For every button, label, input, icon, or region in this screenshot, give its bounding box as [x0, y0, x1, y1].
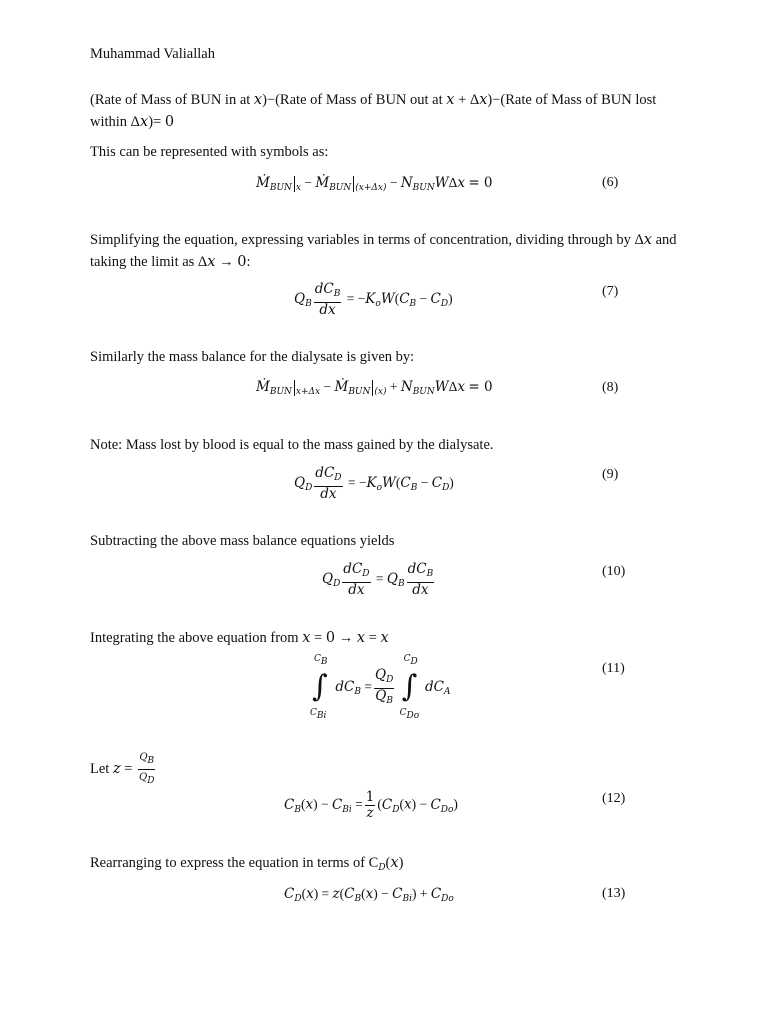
author-name: Muhammad Valiallah	[90, 46, 215, 62]
equation-7: $Q_B$ $\frac{dC_B}{dx}$ = $-K_oW(C_B - C_D)$	[294, 281, 453, 318]
equation-number-9: (9)	[602, 467, 619, 482]
equation-number-7: (7)	[602, 284, 619, 299]
equation-8: Ṁ$_{BUN}$ $_{x+\Delta x}$ − Ṁ$_{BUN}$ $_{(x)} + N_{BUN}W\Delta x = 0$	[256, 379, 493, 397]
equation-11: $C_B$ ∫ $C_{Bi}$ $dC_B$ = $\frac{Q_D}{Q_B}$ $C_D$ ∫ $C_{Do}$ $dC_A$	[310, 654, 451, 721]
equation-number-12: (12)	[602, 791, 626, 806]
equation-10: $Q_D$ $\frac{dC_D}{dx}$ = $Q_B$ $\frac{dC_B}{dx}$	[322, 561, 434, 598]
note-paragraph: Note: Mass lost by blood is equal to the mass gained by the dialysate.	[90, 437, 494, 453]
equation-number-13: (13)	[602, 886, 626, 901]
equation-6: Ṁ$_{BUN}$ $_x$ − Ṁ$_{BUN}$ $_{(x+\Delta x)} - N_{BUN}W\Delta x = 0$	[256, 175, 493, 193]
subtract-paragraph: Subtracting the above mass balance equations yields	[90, 533, 395, 549]
equation-13: $C_D(x) = z(C_B(x) - C_{Bi}) + C_{Do}$	[284, 886, 454, 904]
equation-number-11: (11)	[602, 661, 625, 676]
intro-paragraph: (Rate of Mass of BUN in at x)−(Rate of Mass of BUN out at x + Δx)−(Rate of Mass of BUN lost within Δx)= 0	[90, 92, 657, 130]
equation-9: $Q_D$ $\frac{dC_D}{dx}$ = $-K_oW(C_B - C_D)$	[294, 465, 454, 502]
simplify-paragraph: Simplifying the equation, expressing variables in terms of concentration, dividing through by Δx and taking the limit as Δx → 0:	[90, 232, 677, 270]
dialysate-paragraph: Similarly the mass balance for the dialysate is given by:	[90, 349, 415, 365]
rearrange-paragraph: Rearranging to express the equation in terms of $C_D(x)$	[90, 855, 404, 873]
equation-12: $C_B(x) - C_{Bi}$ = $\frac{1}{z}$ $(C_D(x) - C_{Do})$	[284, 789, 458, 821]
equation-number-10: (10)	[602, 564, 626, 579]
rearrange-text: Rearranging to express the equation in terms of C	[90, 855, 379, 871]
equation-number-6: (6)	[602, 175, 619, 190]
integrate-paragraph: Integrating the above equation from x = 0 → x = x	[90, 630, 389, 646]
let-z-definition: Let z = $\frac{Q_B}{Q_D}$	[90, 752, 155, 786]
equation-number-8: (8)	[602, 380, 619, 395]
symbols-intro: This can be represented with symbols as:	[90, 144, 329, 160]
